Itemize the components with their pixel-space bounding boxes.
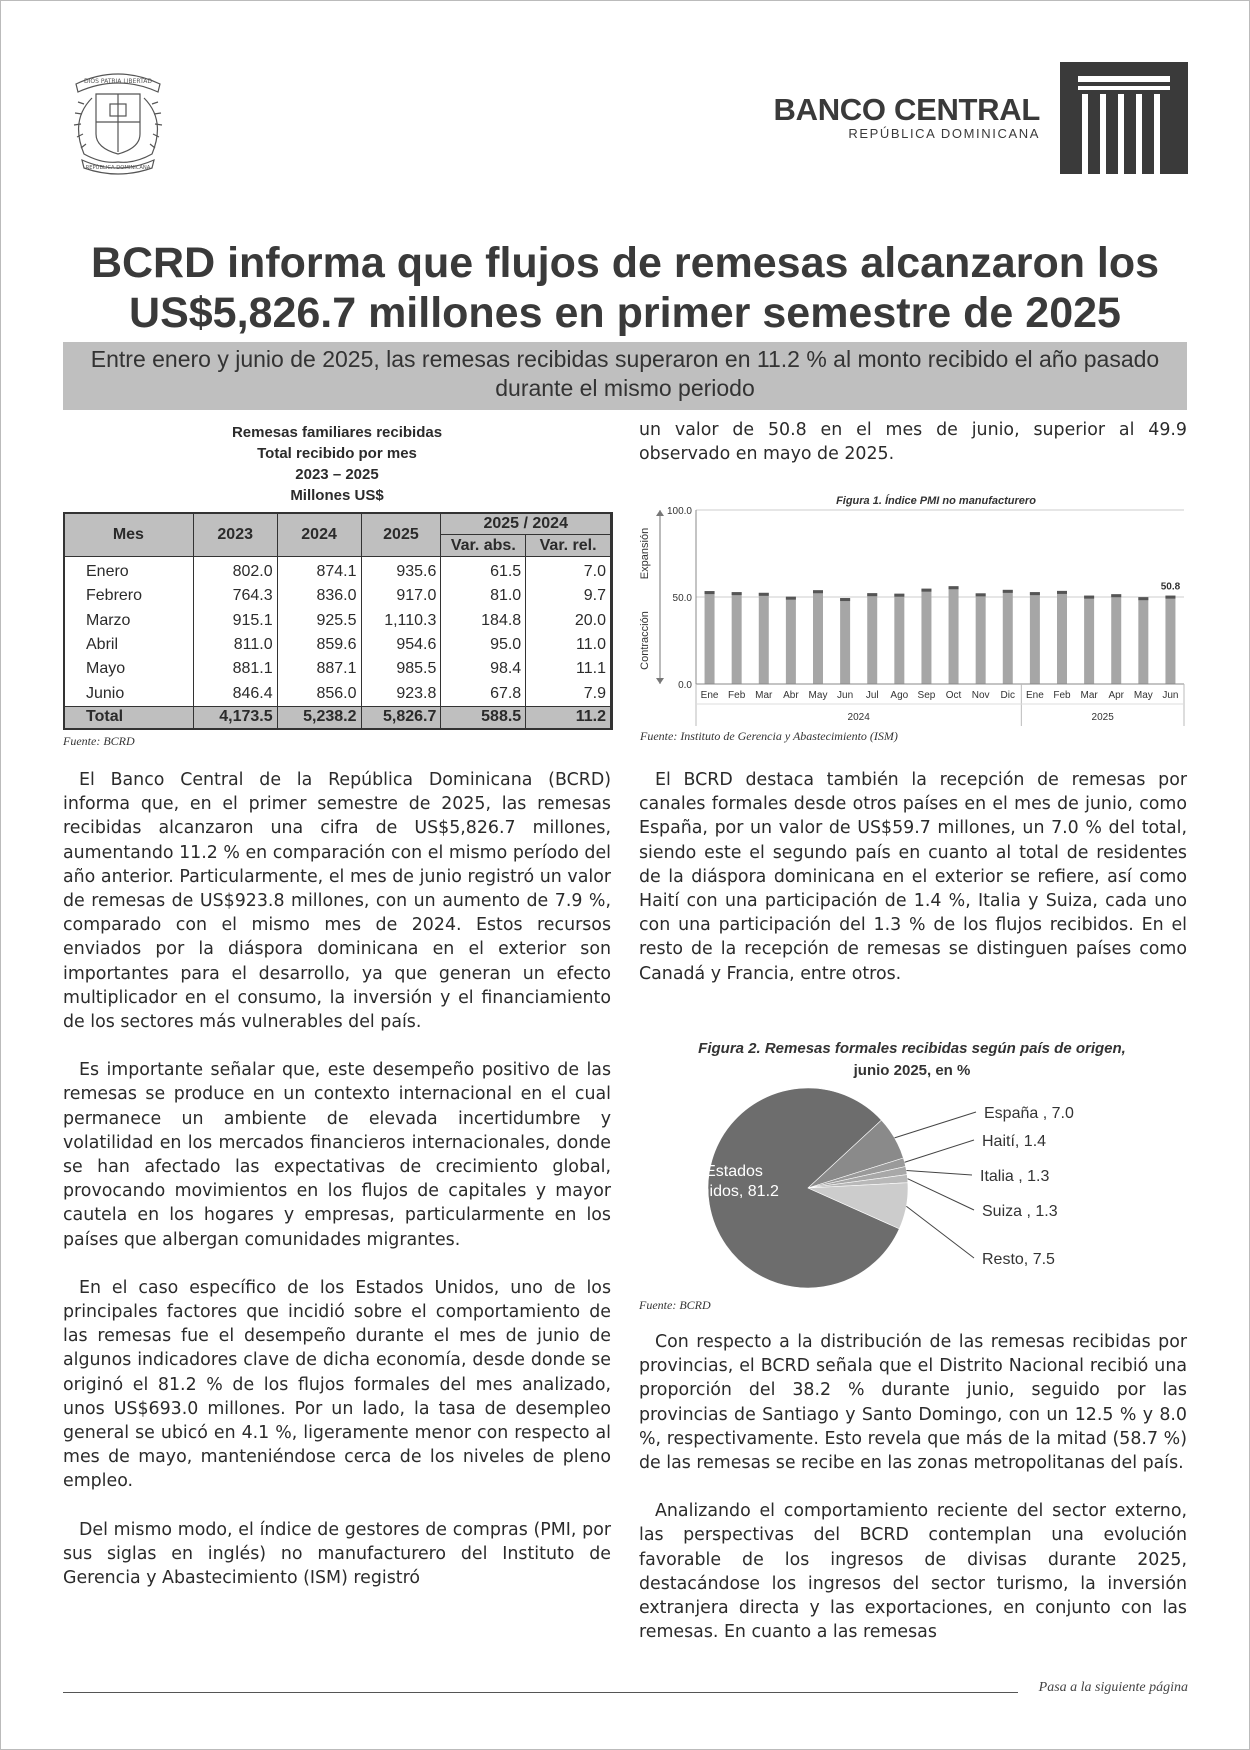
- bar: [1084, 596, 1094, 684]
- subtitle: Entre enero y junio de 2025, las remesas recibidas superaron en 11.2 % al monto recibido el año pasado durante el mismo periodo: [90, 346, 1160, 401]
- ylabel-contraction: Contracción: [639, 611, 651, 670]
- header-2024: 2024: [277, 513, 361, 557]
- cell: Total: [64, 706, 194, 728]
- left-column: [63, 768, 611, 1614]
- x-tick-label: Jul: [865, 690, 879, 701]
- pie-title-line: Figura 2. Remesas formales recibidas según país de origen,: [698, 1040, 1126, 1057]
- bar-cap: [1030, 592, 1040, 595]
- header-mes: Mes: [64, 513, 194, 557]
- paragraph: Con respecto a la distribución de las remesas recibidas por provincias, el BCRD señala que el Distrito Nacional recibió una proporción del 38.2 % durante junio, seguido por las provincias de Santiago y Santo Domingo, con un 12.5 % y 8.0 %, respectivamente. Esto revela que más de la mitad (58.7 %) de las remesas se recibe en las zonas metropolitanas del país.: [639, 1332, 1187, 1474]
- cell: 887.1: [277, 657, 361, 681]
- x-tick-label: Feb: [1053, 690, 1071, 701]
- bar: [759, 593, 769, 684]
- header-2023: 2023: [193, 513, 277, 557]
- cell: 7.9: [526, 681, 611, 706]
- data-label: 50.8: [1160, 581, 1181, 593]
- cell: 11.2: [526, 706, 611, 728]
- bar: [867, 593, 877, 684]
- right-lead-text: un valor de 50.8 en el mes de junio, superior al 49.9 observado en mayo de 2025.: [639, 420, 1187, 465]
- remittances-pie-chart: [636, 1080, 1188, 1290]
- seal-text-top: DIOS PATRIA LIBERTAD: [84, 78, 152, 85]
- bar: [1138, 597, 1148, 684]
- bar: [732, 592, 742, 684]
- bar: [705, 591, 715, 684]
- bar: [1057, 591, 1067, 684]
- x-tick-label: Mar: [1080, 690, 1098, 701]
- bar-cap: [1057, 591, 1067, 594]
- bar: [894, 594, 904, 684]
- pie-leader-line: [906, 1171, 972, 1175]
- remittances-table: [63, 512, 611, 729]
- cell: 11.1: [526, 657, 611, 681]
- pie-label-estados-unidos: Estados: [705, 1163, 763, 1180]
- bar-cap: [976, 593, 986, 596]
- cell: 95.0: [441, 633, 526, 657]
- bar-chart-source: Fuente: Instituto de Gerencia y Abastecimiento (ISM): [640, 729, 898, 743]
- bar-cap: [786, 597, 796, 600]
- bank-name: BANCO CENTRAL: [773, 92, 1040, 127]
- paragraph: Analizando el comportamiento reciente del sector externo, las perspectivas del BCRD contemplan una evolución favorable de los ingresos de divisas durante 2025, destacándose los ingresos del sector turismo, la inversión extranjera directa y las exportaciones, en conjunto con las remesas. En cuanto a las remesas: [639, 1501, 1187, 1643]
- pie-chart-title: [632, 1038, 1192, 1082]
- paragraph: El Banco Central de la República Dominicana (BCRD) informa que, en el primer semestre de 2025, las remesas recibidas alcanzaron una cifra de US$5,826.7 millones, aumentando 11.2 % en comparación con el mismo período del año anterior. Particularmente, el mes de junio registró un valor de remesas de US$923.8 millones, con un aumento de 7.9 %, comparado con el mismo mes de 2024. Estos recursos enviados por la diáspora dominicana en el exterior son importantes para el desarrollo, ya que generan un efecto multiplicador en el consumo, la inversión y el financiamiento de los sectores más vulnerables del país.: [63, 770, 611, 1033]
- cell: 859.6: [277, 633, 361, 657]
- paragraph: Es importante señalar que, este desempeño positivo de las remesas se produce en un contexto internacional en el cual permanece un ambiente de elevada incertidumbre y volatilidad en los mercados financieros internacionales, donde se han afectado las expectativas de crecimiento global, provocando movimientos en los flujos de capitales y mayor cautela en los hogares y empresas, particularmente en los países que albergan comunidades migrantes.: [63, 1060, 611, 1250]
- right-column-top: [639, 768, 1187, 1010]
- header-group: 2025 / 2024: [441, 513, 611, 535]
- caption-line: Total recibido por mes: [257, 445, 417, 462]
- bar-cap: [1138, 597, 1148, 600]
- bar-cap: [1084, 596, 1094, 599]
- x-tick-label: Ene: [700, 690, 719, 701]
- pie-label: Suiza , 1.3: [982, 1203, 1058, 1220]
- x-tick-label: Ago: [890, 690, 909, 701]
- caption-line: 2023 – 2025: [295, 466, 379, 483]
- table-source: Fuente: BCRD: [63, 734, 135, 748]
- cell: 5,238.2: [277, 706, 361, 728]
- x-tick-label: Jun: [837, 690, 854, 701]
- cell: Mayo: [64, 657, 194, 681]
- x-tick-label: Oct: [945, 690, 962, 701]
- table-row: [64, 681, 611, 706]
- cell: 923.8: [361, 681, 441, 706]
- bar-cap: [894, 594, 904, 597]
- x-tick-label: May: [808, 690, 828, 701]
- bar: [840, 598, 850, 684]
- footer-next-page: Pasa a la siguiente página: [1038, 1680, 1188, 1695]
- pie-leader-line: [905, 1140, 974, 1162]
- cell: 917.0: [361, 584, 441, 608]
- x-tick-label: Sep: [917, 690, 936, 701]
- bar-cap: [1111, 594, 1121, 597]
- x-tick-label: May: [1133, 690, 1153, 701]
- pie-leader-line: [895, 1112, 976, 1138]
- table-row: [64, 584, 611, 608]
- cell: 11.0: [526, 633, 611, 657]
- bar-cap: [1165, 596, 1175, 599]
- bar-cap: [813, 590, 823, 593]
- cell: 935.6: [361, 557, 441, 585]
- x-tick-label: Mar: [755, 690, 773, 701]
- group-label: 2025: [1091, 712, 1114, 723]
- coat-of-arms-logo: [62, 64, 174, 176]
- caption-line: Millones US$: [290, 487, 384, 504]
- pie-leader-line: [908, 1179, 974, 1210]
- bar: [1003, 590, 1013, 684]
- bar-cap: [867, 593, 877, 596]
- group-label: 2024: [847, 712, 870, 723]
- pie-title-line: junio 2025, en %: [853, 1062, 971, 1079]
- bar-cap: [732, 592, 742, 595]
- cell: 1,110.3: [361, 609, 441, 633]
- pie-label: Resto, 7.5: [982, 1251, 1055, 1268]
- cell: 915.1: [193, 609, 277, 633]
- bar-cap: [949, 586, 959, 589]
- caption-line: Remesas familiares recibidas: [231, 424, 443, 441]
- y-tick-label: 100.0: [666, 506, 692, 517]
- cell: 802.0: [193, 557, 277, 585]
- ylabel-expansion: Expansión: [639, 527, 651, 580]
- footer-rule: [63, 1692, 1018, 1693]
- bar-cap: [921, 589, 931, 592]
- cell: 20.0: [526, 609, 611, 633]
- cell: 67.8: [441, 681, 526, 706]
- bank-subtitle: REPÚBLICA DOMINICANA: [848, 126, 1040, 141]
- paragraph: El BCRD destaca también la recepción de remesas por canales formales desde otros países en el mes de junio, como España, por un valor de US$59.7 millones, un 7.0 % del total, siendo este el segundo país en cuanto al total de residentes de la diáspora dominicana en el exterior se refiere, así como Haití con una participación de 1.4 %, Italia y Suiza, cada uno con una participación del 1.3 % de los flujos recibidos. En el resto de la recepción de remesas se distinguen países como Canadá y Francia, entre otros.: [639, 770, 1187, 984]
- bank-building-logo: [1060, 62, 1188, 174]
- cell: 588.5: [441, 706, 526, 728]
- pie-source: Fuente: BCRD: [639, 1298, 711, 1312]
- seal-text-bottom: REPÚBLICA DOMINICANA: [85, 165, 151, 171]
- pie-leader-line: [906, 1206, 974, 1258]
- bar: [1030, 592, 1040, 684]
- total-row: [64, 706, 611, 728]
- cell: 954.6: [361, 633, 441, 657]
- right-column-bottom: [639, 1330, 1187, 1668]
- table-caption: [63, 422, 611, 506]
- bar: [786, 597, 796, 684]
- cell: 836.0: [277, 584, 361, 608]
- cell: 874.1: [277, 557, 361, 585]
- cell: 61.5: [441, 557, 526, 585]
- cell: 881.1: [193, 657, 277, 681]
- x-tick-label: Ene: [1025, 690, 1044, 701]
- bar-cap: [759, 593, 769, 596]
- cell: 5,826.7: [361, 706, 441, 728]
- cell: Marzo: [64, 609, 194, 633]
- pmi-bar-chart: [636, 486, 1188, 746]
- cell: 764.3: [193, 584, 277, 608]
- cell: 856.0: [277, 681, 361, 706]
- paragraph: Del mismo modo, el índice de gestores de compras (PMI, por sus siglas en inglés) no manufacturero del Instituto de Gerencia y Abastecimiento (ISM) registró: [63, 1519, 611, 1589]
- bar: [1165, 596, 1175, 684]
- cell: Abril: [64, 633, 194, 657]
- paragraph: En el caso específico de los Estados Unidos, uno de los principales factores que incidió sobre el comportamiento de las remesas fue el desempeño durante el mes de junio de algunos indicadores clave de dicha economía, desde donde se originó el 81.2 % de los flujos formales del mes analizado, unos US$693.0 millones. Por un lado, la tasa de desempleo general se ubicó en 4.1 %, ligeramente menor con respecto al mes de mayo, manteniéndose cerca de los niveles de pleno empleo.: [63, 1277, 611, 1492]
- bar-cap: [1003, 590, 1013, 593]
- pie-label-estados-unidos: Unidos, 81.2: [689, 1183, 779, 1200]
- y-tick-label: 50.0: [672, 593, 692, 604]
- cell: 811.0: [193, 633, 277, 657]
- bar-cap: [840, 598, 850, 601]
- bar: [1111, 594, 1121, 684]
- x-tick-label: Nov: [971, 690, 990, 701]
- bar-chart-title: Figura 1. Índice PMI no manufacturero: [836, 495, 1036, 507]
- bar: [813, 590, 823, 684]
- header-var-abs: Var. abs.: [441, 535, 526, 557]
- cell: Febrero: [64, 584, 194, 608]
- cell: 9.7: [526, 584, 611, 608]
- x-tick-label: Feb: [728, 690, 746, 701]
- cell: 98.4: [441, 657, 526, 681]
- cell: 184.8: [441, 609, 526, 633]
- cell: 925.5: [277, 609, 361, 633]
- cell: Junio: [64, 681, 194, 706]
- cell: 846.4: [193, 681, 277, 706]
- header-2025: 2025: [361, 513, 441, 557]
- page-title: BCRD informa que flujos de remesas alcanzaron los US$5,826.7 millones en primer semestre de 2025: [90, 239, 1160, 337]
- x-tick-label: Jun: [1162, 690, 1179, 701]
- cell: 985.5: [361, 657, 441, 681]
- header-var-rel: Var. rel.: [526, 535, 611, 557]
- pie-label: Haití, 1.4: [982, 1133, 1047, 1150]
- table-row: [64, 657, 611, 681]
- cell: 81.0: [441, 584, 526, 608]
- y-tick-label: 0.0: [678, 680, 692, 691]
- bar: [949, 586, 959, 684]
- x-tick-label: Apr: [1108, 690, 1125, 701]
- x-tick-label: Abr: [783, 690, 799, 701]
- table-row: [64, 633, 611, 657]
- bar: [976, 593, 986, 684]
- cell: Enero: [64, 557, 194, 585]
- bar-cap: [705, 591, 715, 594]
- cell: 7.0: [526, 557, 611, 585]
- x-tick-label: Dic: [1000, 690, 1016, 701]
- table-row: [64, 557, 611, 585]
- bar: [921, 589, 931, 684]
- pie-label: España , 7.0: [984, 1105, 1074, 1122]
- pie-label: Italia , 1.3: [980, 1168, 1050, 1185]
- cell: 4,173.5: [193, 706, 277, 728]
- table-row: [64, 609, 611, 633]
